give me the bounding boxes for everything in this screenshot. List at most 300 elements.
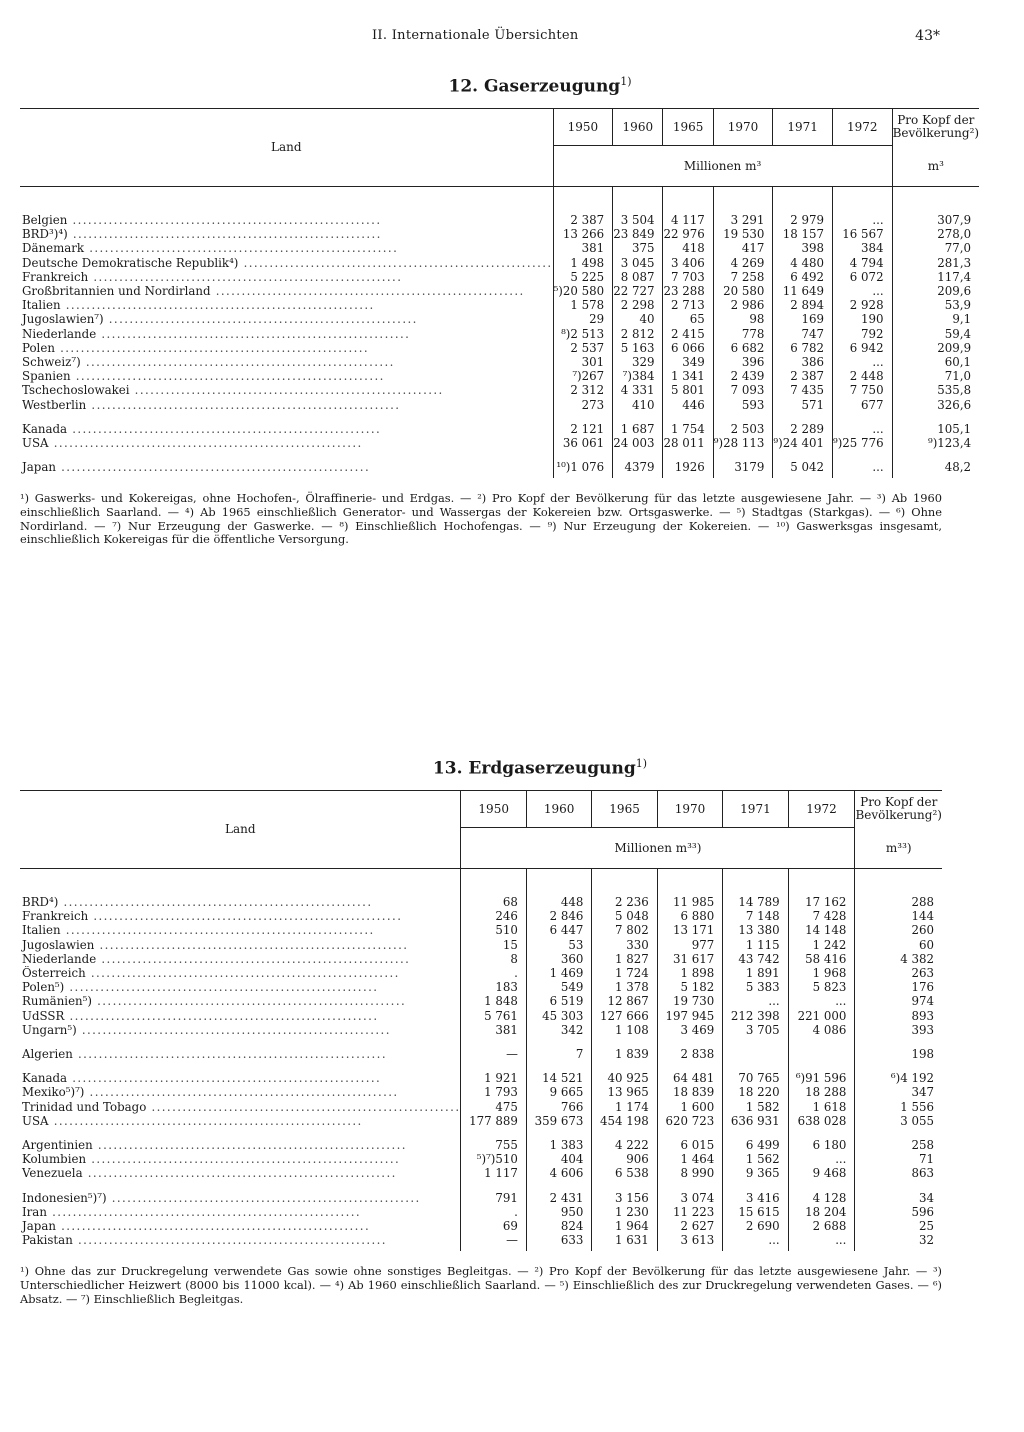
country-name: Kolumbien: [22, 1152, 87, 1167]
row-label: [20, 312, 553, 326]
cell-value: 197 945: [657, 1009, 722, 1023]
table-row: [20, 1152, 942, 1166]
table-row: [20, 1166, 942, 1180]
table-row: [20, 1114, 942, 1128]
cell-value: 169: [773, 312, 833, 326]
cell-value: 29: [553, 312, 613, 326]
cell-value: [723, 1047, 788, 1061]
country-name: Iran: [22, 1204, 47, 1219]
column-header-year: 1970: [657, 791, 722, 828]
cell-value: ...: [723, 994, 788, 1008]
cell-value: 638 028: [788, 1114, 855, 1128]
table-row: [20, 256, 979, 270]
cell-pro-kopf: 71: [855, 1152, 942, 1166]
country-name: Kanada: [22, 421, 68, 436]
cell-value: 2 387: [773, 369, 833, 383]
cell-value: 64 481: [657, 1071, 722, 1085]
leader-dots: ............................................................: [67, 227, 382, 242]
cell-value: ¹⁰)1 076: [553, 460, 613, 478]
cell-pro-kopf: ⁶)4 192: [855, 1071, 942, 1085]
cell-value: 12 867: [592, 994, 657, 1008]
row-label: [20, 383, 553, 397]
country-name: Polen: [22, 340, 55, 355]
cell-pro-kopf: 535,8: [892, 383, 979, 397]
row-label: [20, 369, 553, 383]
country-name: Deutsche Demokratische Republik⁴): [22, 255, 239, 270]
table-row: [20, 1047, 942, 1061]
cell-value: 6 682: [713, 341, 773, 355]
cell-value: 5 163: [613, 341, 663, 355]
cell-value: 58 416: [788, 952, 855, 966]
leader-dots: ............................................................: [64, 1008, 379, 1023]
cell-value: 7 435: [773, 383, 833, 397]
table-row: [20, 422, 979, 436]
cell-value: 24 003: [613, 436, 663, 450]
leader-dots: ............................................................: [67, 421, 382, 436]
country-name: Belgien: [22, 213, 68, 227]
cell-value: 1 898: [657, 966, 722, 980]
table-row: [20, 270, 979, 284]
country-name: BRD⁴): [22, 895, 59, 909]
cell-value: 16 567: [832, 227, 892, 241]
cell-value: 2 439: [713, 369, 773, 383]
cell-pro-kopf: 326,6: [892, 398, 979, 412]
country-name: Indonesien⁵)⁷): [22, 1190, 107, 1205]
cell-value: 1 964: [592, 1219, 657, 1233]
leader-dots: ............................................................: [82, 1166, 397, 1181]
row-label: [20, 1047, 461, 1061]
leader-dots: ............................................................: [60, 298, 375, 313]
row-label: [20, 895, 461, 909]
country-name: UdSSR: [22, 1008, 65, 1023]
country-name: Italien: [22, 298, 61, 313]
country-name: Tschechoslowakei: [22, 383, 130, 398]
cell-value: 15 615: [723, 1205, 788, 1219]
cell-value: 747: [773, 327, 833, 341]
cell-value: 2 928: [832, 298, 892, 312]
leader-dots: ............................................................: [70, 369, 385, 384]
cell-value: 7 148: [723, 909, 788, 923]
cell-value: 2 894: [773, 298, 833, 312]
table-row: [20, 1233, 942, 1251]
cell-value: 23 849: [613, 227, 663, 241]
leader-dots: ............................................................: [210, 284, 525, 299]
cell-pro-kopf: 105,1: [892, 422, 979, 436]
cell-value: 549: [526, 980, 591, 994]
cell-value: 620 723: [657, 1114, 722, 1128]
cell-value: 2 627: [657, 1219, 722, 1233]
cell-value: 40 925: [592, 1071, 657, 1085]
cell-pro-kopf: 307,9: [892, 213, 979, 227]
cell-value: 778: [713, 327, 773, 341]
cell-value: 1 230: [592, 1205, 657, 1219]
cell-value: 677: [832, 398, 892, 412]
cell-value: 177 889: [461, 1114, 526, 1128]
cell-value: 53: [526, 938, 591, 952]
leader-dots: ............................................................: [129, 383, 444, 398]
country-name: Trinidad und Tobago: [22, 1099, 147, 1114]
cell-value: 418: [663, 241, 713, 255]
column-header-land: Land: [20, 791, 461, 869]
cell-value: 1 754: [663, 422, 713, 436]
cell-value: 3 156: [592, 1191, 657, 1205]
cell-pro-kopf: ⁹)123,4: [892, 436, 979, 450]
leader-dots: ............................................................: [80, 355, 395, 370]
cell-value: 5 823: [788, 980, 855, 994]
cell-value: 4 606: [526, 1166, 591, 1180]
cell-value: 43 742: [723, 952, 788, 966]
cell-value: 8: [461, 952, 526, 966]
column-header-year: 1960: [526, 791, 591, 828]
cell-value: 221 000: [788, 1009, 855, 1023]
cell-value: ...: [832, 422, 892, 436]
leader-dots: ............................................................: [72, 1047, 387, 1062]
country-name: Österreich: [22, 966, 86, 981]
cell-value: 190: [832, 312, 892, 326]
table-title: 13. Erdgaserzeugung$^{1)}$: [432, 757, 648, 779]
cell-value: 11 649: [773, 284, 833, 298]
cell-pro-kopf: 1 556: [855, 1100, 942, 1114]
cell-value: 404: [526, 1152, 591, 1166]
column-header-year: 1965: [592, 791, 657, 828]
cell-value: 396: [713, 355, 773, 369]
row-label: [20, 1219, 461, 1233]
cell-value: 5 225: [553, 270, 613, 284]
cell-pro-kopf: 258: [855, 1138, 942, 1152]
cell-value: ...: [832, 284, 892, 298]
pro-kopf-unit: m³: [892, 146, 979, 187]
cell-value: 329: [613, 355, 663, 369]
leader-dots: ............................................................: [94, 937, 409, 952]
cell-value: —: [461, 1047, 526, 1061]
erdgaserzeugung-table: [20, 790, 942, 1251]
cell-value: 1 891: [723, 966, 788, 980]
cell-value: .: [461, 966, 526, 980]
table-row: [20, 1205, 942, 1219]
country-name: Japan: [22, 1219, 56, 1234]
table-row: [20, 284, 979, 298]
cell-value: 1 562: [723, 1152, 788, 1166]
cell-pro-kopf: 393: [855, 1023, 942, 1037]
cell-value: 1 921: [461, 1071, 526, 1085]
cell-value: 2 688: [788, 1219, 855, 1233]
cell-pro-kopf: 281,3: [892, 256, 979, 270]
cell-value: 448: [526, 895, 591, 909]
cell-value: 6 538: [592, 1166, 657, 1180]
cell-pro-kopf: 288: [855, 895, 942, 909]
cell-value: 2 690: [723, 1219, 788, 1233]
cell-value: 454 198: [592, 1114, 657, 1128]
table-row: [20, 436, 979, 450]
leader-dots: ............................................................: [55, 460, 371, 475]
cell-value: 3 416: [723, 1191, 788, 1205]
cell-value: 11 223: [657, 1205, 722, 1219]
cell-value: 381: [461, 1023, 526, 1037]
cell-value: 1 618: [788, 1100, 855, 1114]
cell-value: 31 617: [657, 952, 722, 966]
cell-value: 6 880: [657, 909, 722, 923]
leader-dots: ............................................................: [72, 1233, 387, 1248]
cell-value: 7 802: [592, 923, 657, 937]
row-label: [20, 422, 553, 436]
leader-dots: ............................................................: [84, 1085, 399, 1100]
cell-value: 4 128: [788, 1191, 855, 1205]
cell-value: ⁸)2 513: [553, 327, 613, 341]
table-row: [20, 1009, 942, 1023]
table-row: [20, 241, 979, 255]
row-label: [20, 241, 553, 255]
cell-value: 386: [773, 355, 833, 369]
cell-value: 2 846: [526, 909, 591, 923]
country-name: Niederlande: [22, 326, 97, 341]
cell-value: 2 312: [553, 383, 613, 397]
cell-value: ⁷)384: [613, 369, 663, 383]
leader-dots: ............................................................: [58, 895, 373, 909]
cell-value: 18 839: [657, 1085, 722, 1099]
cell-pro-kopf: 209,9: [892, 341, 979, 355]
cell-pro-kopf: 117,4: [892, 270, 979, 284]
country-name: Japan: [22, 460, 56, 475]
table-row: [20, 1023, 942, 1037]
row-label: [20, 938, 461, 952]
cell-value: 1 469: [526, 966, 591, 980]
cell-value: 1 242: [788, 938, 855, 952]
cell-value: 906: [592, 1152, 657, 1166]
leader-dots: ............................................................: [76, 1022, 391, 1037]
running-title: II. Internationale Übersichten: [372, 28, 579, 43]
cell-pro-kopf: 263: [855, 966, 942, 980]
cell-value: 18 157: [773, 227, 833, 241]
leader-dots: ............................................................: [103, 312, 418, 327]
cell-value: 212 398: [723, 1009, 788, 1023]
cell-value: 3 291: [713, 213, 773, 227]
cell-value: 766: [526, 1100, 591, 1114]
column-header-year: 1970: [713, 109, 773, 146]
cell-value: 246: [461, 909, 526, 923]
table-row: [20, 1085, 942, 1099]
cell-value: 3 613: [657, 1233, 722, 1251]
row-label: [20, 355, 553, 369]
cell-pro-kopf: 198: [855, 1047, 942, 1061]
row-label: [20, 966, 461, 980]
cell-value: 2 503: [713, 422, 773, 436]
cell-pro-kopf: 974: [855, 994, 942, 1008]
leader-dots: ............................................................: [92, 1138, 407, 1153]
country-name: Jugoslawien⁷): [22, 312, 104, 327]
cell-value: 6 519: [526, 994, 591, 1008]
column-header-year: 1965: [663, 109, 713, 146]
cell-value: ...: [723, 1233, 788, 1251]
cell-value: 1 582: [723, 1100, 788, 1114]
cell-value: 65: [663, 312, 713, 326]
country-name: USA: [22, 436, 49, 451]
table-row: [20, 213, 979, 227]
cell-pro-kopf: 25: [855, 1219, 942, 1233]
cell-value: 6 942: [832, 341, 892, 355]
leader-dots: ............................................................: [46, 1204, 362, 1219]
leader-dots: ............................................................: [64, 980, 379, 995]
cell-pro-kopf: 863: [855, 1166, 942, 1180]
cell-value: 636 931: [723, 1114, 788, 1128]
cell-value: 2 986: [713, 298, 773, 312]
table-row: [20, 966, 942, 980]
row-label: [20, 1152, 461, 1166]
table-row: [20, 952, 942, 966]
cell-value: 977: [657, 938, 722, 952]
cell-value: 15: [461, 938, 526, 952]
cell-value: 2 387: [553, 213, 613, 227]
cell-value: 417: [713, 241, 773, 255]
cell-value: 410: [613, 398, 663, 412]
cell-value: 19 530: [713, 227, 773, 241]
leader-dots: ............................................................: [238, 255, 553, 270]
row-label: [20, 952, 461, 966]
cell-value: 5 042: [773, 460, 833, 478]
cell-value: 6 492: [773, 270, 833, 284]
table-body: [20, 869, 942, 1252]
cell-value: 1 724: [592, 966, 657, 980]
cell-value: 2 838: [657, 1047, 722, 1061]
cell-pro-kopf: 3 055: [855, 1114, 942, 1128]
cell-value: 7 750: [832, 383, 892, 397]
cell-value: 3 504: [613, 213, 663, 227]
cell-pro-kopf: 59,4: [892, 327, 979, 341]
cell-value: 824: [526, 1219, 591, 1233]
cell-value: 14 148: [788, 923, 855, 937]
row-label: [20, 227, 553, 241]
cell-value: 3 406: [663, 256, 713, 270]
cell-value: 18 220: [723, 1085, 788, 1099]
cell-value: 13 266: [553, 227, 613, 241]
cell-value: 13 965: [592, 1085, 657, 1099]
leader-dots: ............................................................: [84, 241, 399, 256]
table-row: [20, 895, 942, 909]
cell-value: 6 180: [788, 1138, 855, 1152]
cell-value: 1 498: [553, 256, 613, 270]
cell-value: —: [461, 1233, 526, 1251]
table-row: [20, 398, 979, 412]
cell-value: ⁹)24 401: [773, 436, 833, 450]
country-name: Großbritannien und Nordirland: [22, 284, 211, 299]
table-row: [20, 460, 979, 478]
leader-dots: ............................................................: [96, 951, 411, 966]
country-name: Frankreich: [22, 909, 89, 924]
cell-value: ...: [788, 1152, 855, 1166]
cell-value: ...: [832, 213, 892, 227]
cell-pro-kopf: 4 382: [855, 952, 942, 966]
cell-value: 4379: [613, 460, 663, 478]
country-name: Frankreich: [22, 269, 89, 284]
title-footnote-mark: 1): [635, 757, 648, 770]
cell-value: ⁵)20 580: [553, 284, 613, 298]
cell-pro-kopf: 209,6: [892, 284, 979, 298]
column-header-year: 1950: [553, 109, 613, 146]
country-name: Mexiko⁵)⁷): [22, 1085, 85, 1100]
cell-value: 5 801: [663, 383, 713, 397]
cell-pro-kopf: 347: [855, 1085, 942, 1099]
table-row: [20, 1191, 942, 1205]
table-row: [20, 1100, 942, 1114]
table-row: [20, 312, 979, 326]
cell-value: 4 269: [713, 256, 773, 270]
row-label: [20, 1009, 461, 1023]
cell-pro-kopf: 71,0: [892, 369, 979, 383]
country-name: Rumänien⁵): [22, 994, 92, 1009]
country-name: Spanien: [22, 369, 71, 384]
row-label: [20, 1023, 461, 1037]
cell-value: 1 578: [553, 298, 613, 312]
cell-value: 19 730: [657, 994, 722, 1008]
leader-dots: ............................................................: [85, 966, 400, 981]
row-label: [20, 923, 461, 937]
cell-value: 6 499: [723, 1138, 788, 1152]
cell-value: 2 713: [663, 298, 713, 312]
cell-value: 1 341: [663, 369, 713, 383]
column-header-land: Land: [20, 109, 553, 187]
cell-value: ⁷)267: [553, 369, 613, 383]
page-number: 43*: [915, 28, 940, 44]
cell-value: 1 600: [657, 1100, 722, 1114]
cell-value: 2 289: [773, 422, 833, 436]
cell-value: 70 765: [723, 1071, 788, 1085]
country-name: Westberlin: [22, 397, 87, 412]
page-header: [0, 28, 1024, 50]
cell-pro-kopf: 893: [855, 1009, 942, 1023]
cell-value: 1 968: [788, 966, 855, 980]
cell-value: 2 448: [832, 369, 892, 383]
cell-value: 1 848: [461, 994, 526, 1008]
row-label: [20, 1100, 461, 1114]
footnotes: ¹) Ohne das zur Druckregelung verwendete Gas sowie ohne sonstiges Begleitgas. — ²) Pro Kopf der Bevölkerung für das letzte ausgewiesene Jahr. — ³) Unterschiedlicher Heizwert (8000 bis 11000 kcal). — ⁴) Ab 1960 einschließlich Saarland. — ⁵) Einschließlich des zur Druckregelung verwendeten Gases. — ⁶) Absatz. — ⁷) Einschließlich Begleitgas.: [20, 1264, 942, 1306]
footnotes: ¹) Gaswerks- und Kokereigas, ohne Hochofen-, Ölraffinerie- und Erdgas. — ²) Pro Kopf der Bevölkerung für das letzte ausgewiesene Jahr. — ³) Ab 1960 einschließlich Saarland. — ⁴) Ab 1965 einschließlich Generator- und Wassergas der Kokereien bzw. Ortsgaswerke. — ⁵) Stadtgas (Starkgas). — ⁶) Ohne Nordirland. — ⁷) Nur Erzeugung der Gaswerke. — ⁸) Einschließlich Hochofengas. — ⁹) Nur Erzeugung der Kokereien. — ¹⁰) Gaswerksgas insgesamt, einschließlich Kokereigas für die öffentliche Versorgung.: [20, 491, 942, 547]
country-name: USA: [22, 1113, 49, 1128]
cell-value: 2 236: [592, 895, 657, 909]
country-name: Kanada: [22, 1071, 68, 1086]
table-row: [20, 1219, 942, 1233]
row-label: [20, 327, 553, 341]
cell-value: 3 469: [657, 1023, 722, 1037]
row-label: [20, 994, 461, 1008]
cell-value: 127 666: [592, 1009, 657, 1023]
leader-dots: ............................................................: [146, 1099, 461, 1114]
cell-value: 6 447: [526, 923, 591, 937]
cell-value: 5 383: [723, 980, 788, 994]
cell-value: 69: [461, 1219, 526, 1233]
cell-value: 330: [592, 938, 657, 952]
cell-value: 1 631: [592, 1233, 657, 1251]
cell-value: 11 985: [657, 895, 722, 909]
cell-pro-kopf: 596: [855, 1205, 942, 1219]
leader-dots: ............................................................: [96, 326, 411, 341]
cell-value: 36 061: [553, 436, 613, 450]
title-footnote-mark: 1): [620, 75, 632, 88]
row-label: [20, 1114, 461, 1128]
cell-value: 510: [461, 923, 526, 937]
row-label: [20, 1138, 461, 1152]
row-label: [20, 1233, 461, 1251]
country-name: BRD³)⁴): [22, 227, 68, 242]
table-row: [20, 341, 979, 355]
cell-value: 4 117: [663, 213, 713, 227]
column-header-year: 1971: [723, 791, 788, 828]
leader-dots: ............................................................: [88, 269, 403, 284]
cell-value: 4 222: [592, 1138, 657, 1152]
cell-value: 14 789: [723, 895, 788, 909]
table-body: [20, 187, 979, 479]
cell-value: 950: [526, 1205, 591, 1219]
cell-value: 4 794: [832, 256, 892, 270]
table-row: [20, 994, 942, 1008]
